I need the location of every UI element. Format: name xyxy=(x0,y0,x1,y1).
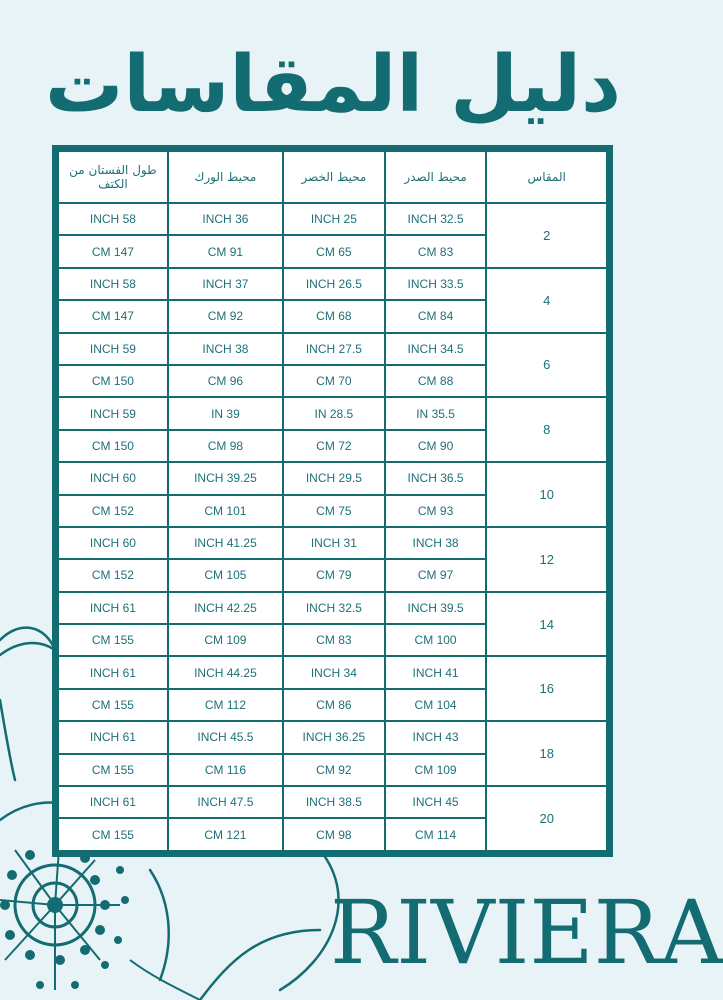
cm-cell: 155 CM xyxy=(59,690,167,720)
inch-cell: 61 INCH xyxy=(59,657,167,687)
table-row xyxy=(59,657,606,687)
table-row xyxy=(59,463,606,493)
cm-cell: 109 CM xyxy=(386,755,486,785)
cm-cell: 121 CM xyxy=(169,819,282,850)
table-row xyxy=(59,787,606,817)
inch-cell: 36 INCH xyxy=(169,204,282,234)
table-row xyxy=(59,204,606,234)
cm-cell: 109 CM xyxy=(169,625,282,655)
inch-cell: 43 INCH xyxy=(386,722,486,752)
table-row xyxy=(59,334,606,364)
cm-cell: 105 CM xyxy=(169,560,282,590)
inch-cell: 47.5 INCH xyxy=(169,787,282,817)
header-hip: محيط الورك xyxy=(169,152,282,202)
inch-cell: 34 INCH xyxy=(284,657,384,687)
cm-cell: 101 CM xyxy=(169,496,282,526)
inch-cell: 58 INCH xyxy=(59,204,167,234)
size-cell: 18 xyxy=(487,722,606,785)
table-row xyxy=(59,593,606,623)
cm-cell: 92 CM xyxy=(284,755,384,785)
cm-cell: 70 CM xyxy=(284,366,384,396)
inch-cell: 35.5 IN xyxy=(386,398,486,428)
cm-cell: 155 CM xyxy=(59,755,167,785)
inch-cell: 39 IN xyxy=(169,398,282,428)
cm-cell: 100 CM xyxy=(386,625,486,655)
table-row xyxy=(59,722,606,752)
header-bust: محيط الصدر xyxy=(386,152,486,202)
header-waist: محيط الخصر xyxy=(284,152,384,202)
inch-cell: 37 INCH xyxy=(169,269,282,299)
inch-cell: 42.25 INCH xyxy=(169,593,282,623)
cm-cell: 155 CM xyxy=(59,819,167,850)
cm-cell: 83 CM xyxy=(386,236,486,266)
header-dress-length: طول الفستان من الكتف xyxy=(59,152,167,202)
cm-cell: 147 CM xyxy=(59,236,167,266)
size-cell: 12 xyxy=(487,528,606,591)
cm-cell: 83 CM xyxy=(284,625,384,655)
page-title: دليل المقاسات xyxy=(44,40,622,130)
cm-cell: 98 CM xyxy=(169,431,282,461)
cm-cell: 114 CM xyxy=(386,819,486,850)
cm-cell: 91 CM xyxy=(169,236,282,266)
brand-logo: RIVIERA xyxy=(330,881,723,984)
inch-cell: 61 INCH xyxy=(59,787,167,817)
inch-cell: 61 INCH xyxy=(59,722,167,752)
inch-cell: 41.25 INCH xyxy=(169,528,282,558)
inch-cell: 60 INCH xyxy=(59,528,167,558)
inch-cell: 39.5 INCH xyxy=(386,593,486,623)
cm-cell: 147 CM xyxy=(59,301,167,331)
inch-cell: 44.25 INCH xyxy=(169,657,282,687)
cm-cell: 90 CM xyxy=(386,431,486,461)
inch-cell: 38 INCH xyxy=(386,528,486,558)
inch-cell: 45.5 INCH xyxy=(169,722,282,752)
cm-cell: 152 CM xyxy=(59,496,167,526)
inch-cell: 27.5 INCH xyxy=(284,334,384,364)
inch-cell: 39.25 INCH xyxy=(169,463,282,493)
inch-cell: 29.5 INCH xyxy=(284,463,384,493)
inch-cell: 34.5 INCH xyxy=(386,334,486,364)
size-cell: 8 xyxy=(487,398,606,461)
cm-cell: 86 CM xyxy=(284,690,384,720)
cm-cell: 93 CM xyxy=(386,496,486,526)
cm-cell: 152 CM xyxy=(59,560,167,590)
inch-cell: 33.5 INCH xyxy=(386,269,486,299)
cm-cell: 155 CM xyxy=(59,625,167,655)
size-cell: 14 xyxy=(487,593,606,656)
table-row xyxy=(59,269,606,299)
inch-cell: 25 INCH xyxy=(284,204,384,234)
cm-cell: 68 CM xyxy=(284,301,384,331)
cm-cell: 150 CM xyxy=(59,431,167,461)
inch-cell: 31 INCH xyxy=(284,528,384,558)
inch-cell: 59 INCH xyxy=(59,334,167,364)
cm-cell: 98 CM xyxy=(284,819,384,850)
size-cell: 20 xyxy=(487,787,606,850)
inch-cell: 60 INCH xyxy=(59,463,167,493)
cm-cell: 112 CM xyxy=(169,690,282,720)
inch-cell: 32.5 INCH xyxy=(284,593,384,623)
inch-cell: 32.5 INCH xyxy=(386,204,486,234)
cm-cell: 96 CM xyxy=(169,366,282,396)
inch-cell: 28.5 IN xyxy=(284,398,384,428)
header-size: المقاس xyxy=(487,152,606,202)
size-chart-table xyxy=(52,145,613,857)
inch-cell: 36.5 INCH xyxy=(386,463,486,493)
cm-cell: 79 CM xyxy=(284,560,384,590)
cm-cell: 84 CM xyxy=(386,301,486,331)
inch-cell: 58 INCH xyxy=(59,269,167,299)
cm-cell: 150 CM xyxy=(59,366,167,396)
inch-cell: 41 INCH xyxy=(386,657,486,687)
size-cell: 6 xyxy=(487,334,606,397)
cm-cell: 88 CM xyxy=(386,366,486,396)
cm-cell: 97 CM xyxy=(386,560,486,590)
inch-cell: 38.5 INCH xyxy=(284,787,384,817)
inch-cell: 38 INCH xyxy=(169,334,282,364)
table-header-row xyxy=(59,152,606,202)
inch-cell: 36.25 INCH xyxy=(284,722,384,752)
inch-cell: 59 INCH xyxy=(59,398,167,428)
table-row xyxy=(59,398,606,428)
inch-cell: 61 INCH xyxy=(59,593,167,623)
size-cell: 16 xyxy=(487,657,606,720)
inch-cell: 26.5 INCH xyxy=(284,269,384,299)
inch-cell: 45 INCH xyxy=(386,787,486,817)
cm-cell: 72 CM xyxy=(284,431,384,461)
cm-cell: 92 CM xyxy=(169,301,282,331)
cm-cell: 65 CM xyxy=(284,236,384,266)
size-cell: 4 xyxy=(487,269,606,332)
cm-cell: 104 CM xyxy=(386,690,486,720)
table-row xyxy=(59,528,606,558)
cm-cell: 116 CM xyxy=(169,755,282,785)
size-cell: 10 xyxy=(487,463,606,526)
cm-cell: 75 CM xyxy=(284,496,384,526)
size-cell: 2 xyxy=(487,204,606,267)
